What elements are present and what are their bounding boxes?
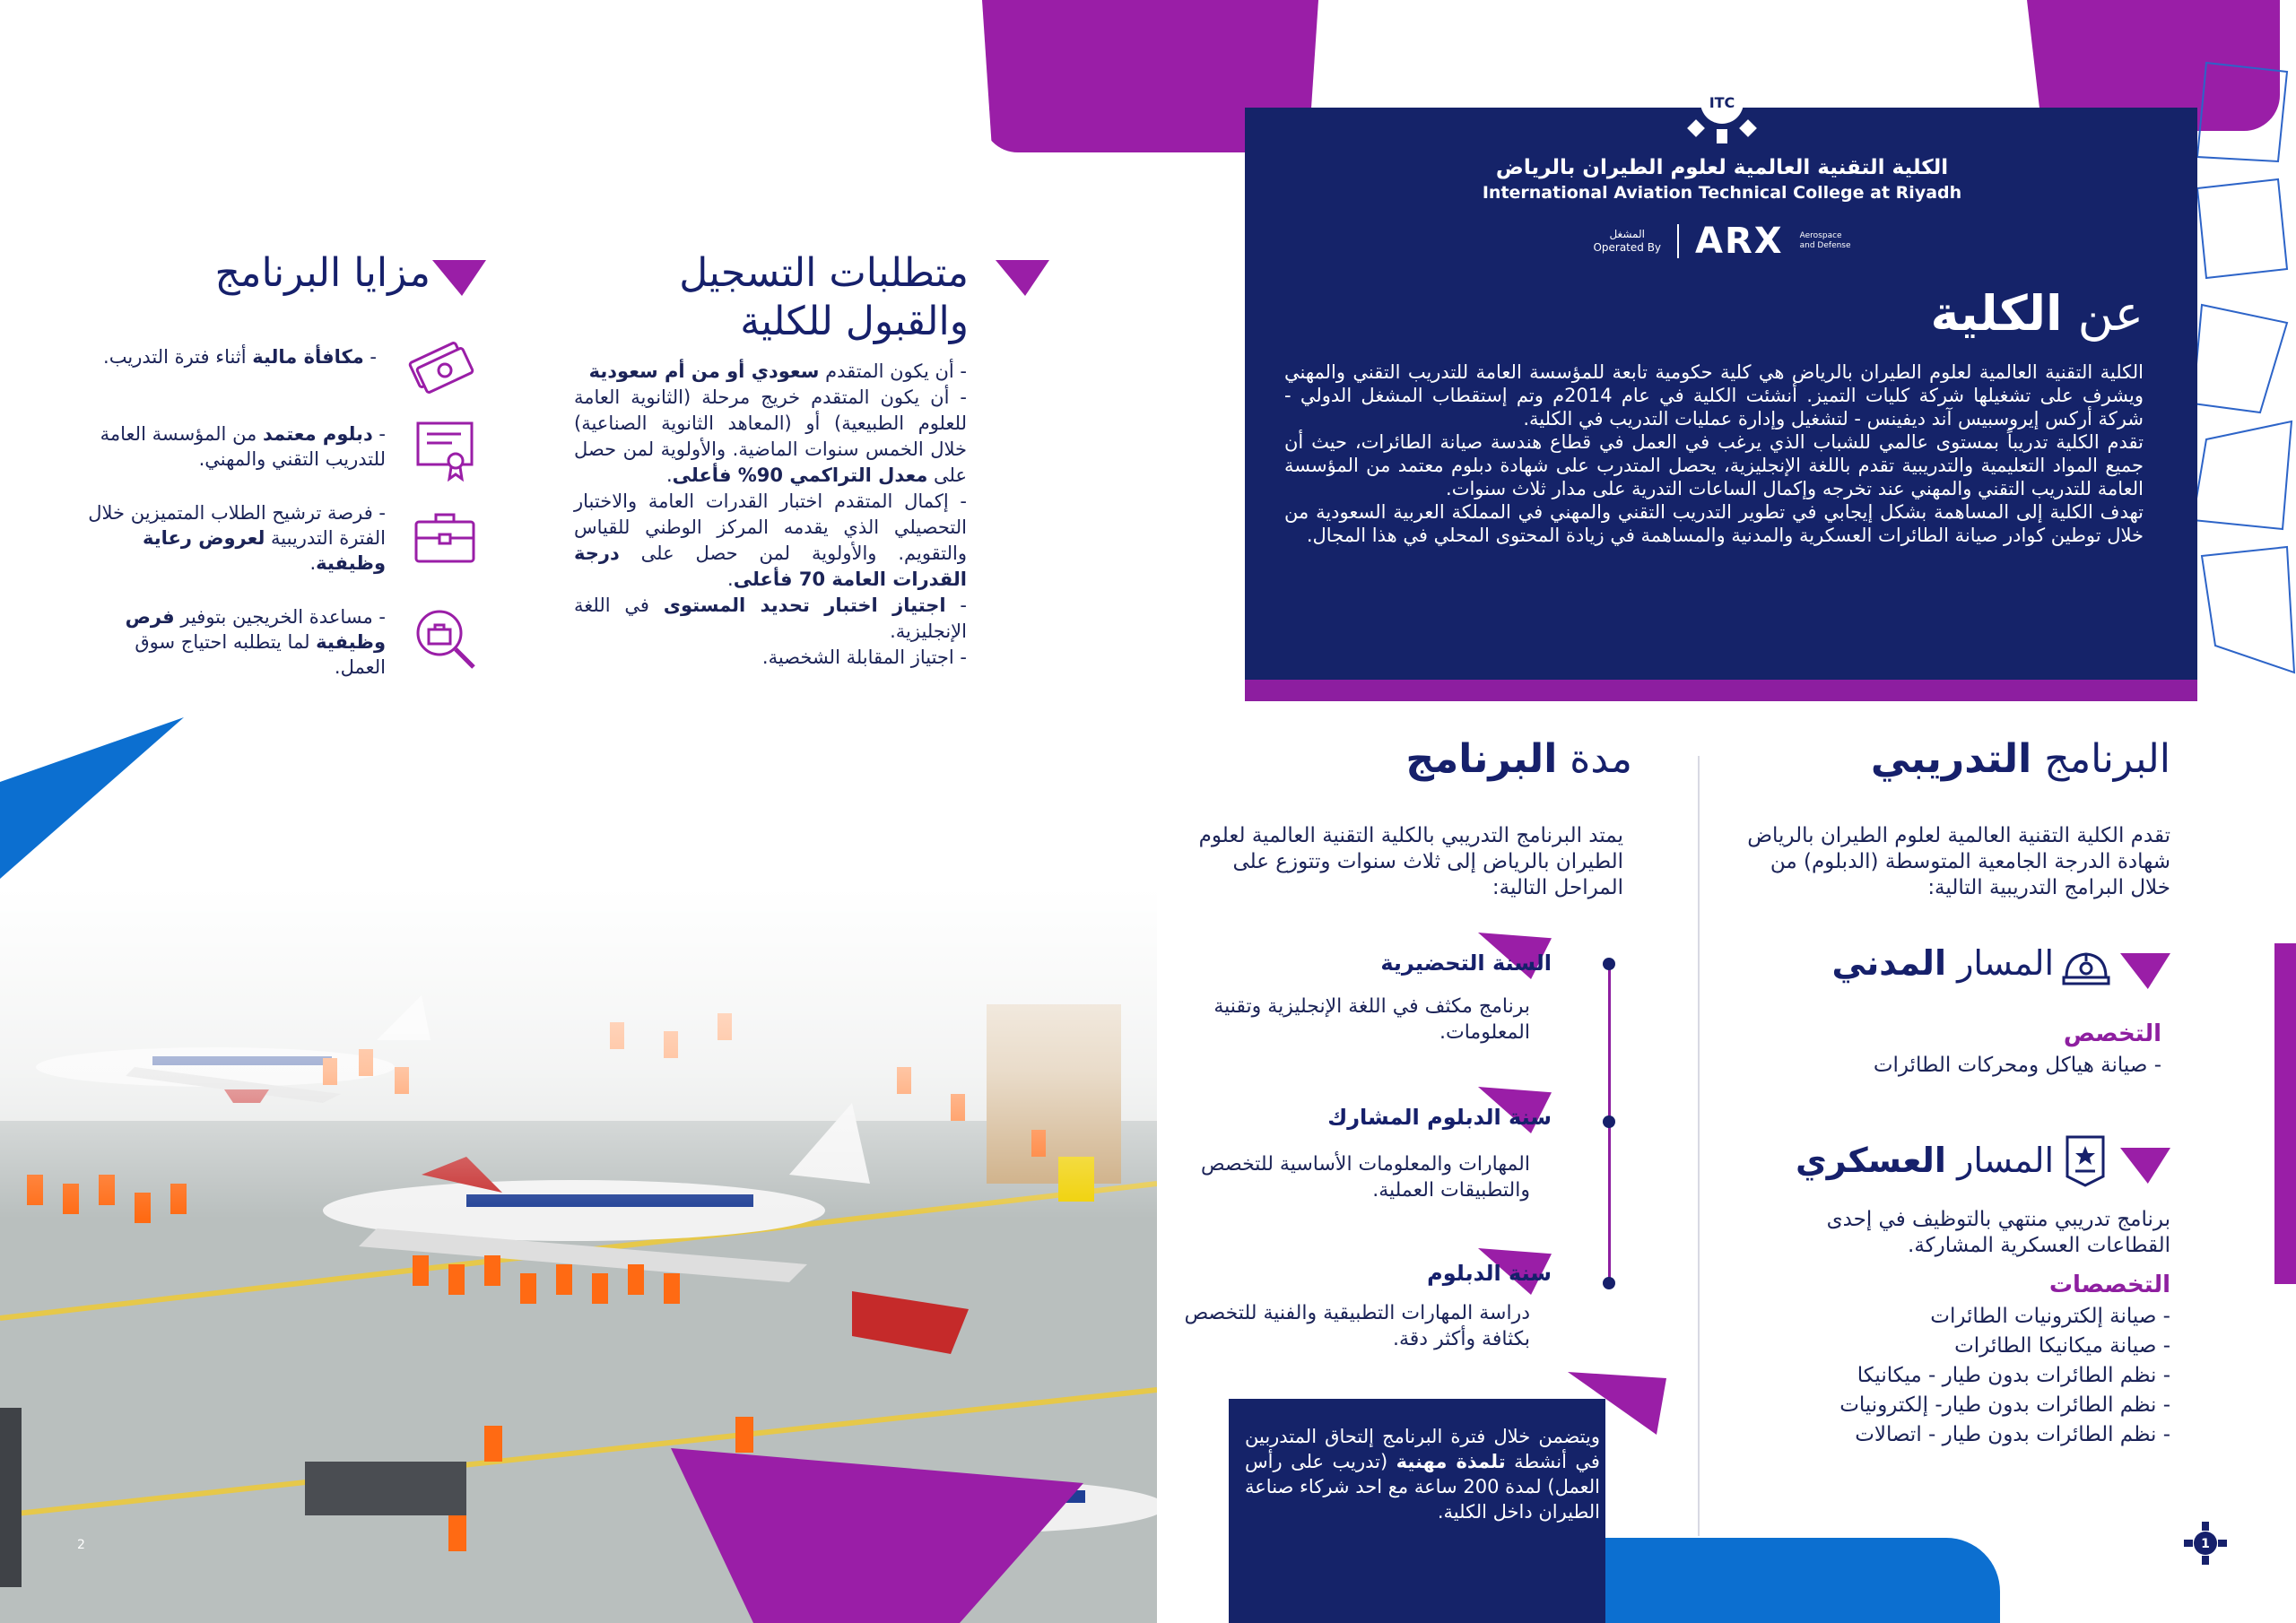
civil-helmet-icon [2059, 945, 2113, 999]
money-icon [405, 328, 475, 398]
military-spec-item: - نظم الطائرات بدون طيار - اتصالات [1855, 1423, 2170, 1446]
requirement-item: - أن يكون المتقدم سعودي أو من أم سعودية [588, 360, 967, 382]
military-badge-icon [2063, 1133, 2108, 1189]
about-paragraph: الكلية التقنية العالمية لعلوم الطيران بالرياض هي كلية حكومية تابعة للمؤسسة العامة للتدريب التقني والمهني ويشرف على تشغيلها شركة كليات التميز. أنشئت الكلية في عام 2014م وتم إستقطاب المشغل الدولي - شركة أركس إيروسبيس آند ديفينس - لتشغيل وإدارة عمليات التدريب في الكلية. [1284, 361, 2144, 430]
requirement-item: - أن يكون المتقدم خريج مرحلة (الثانوية العامة للعلوم الطبيعية) أو (المعاهد الثانوية الصناعية) خلال الخمس سنوات الماضية. والأولوية لمن حصل على معدل التراكمي 90% فأعلى. [574, 386, 967, 486]
civil-spec-item: - صيانة هياكل ومحركات الطائرات [1873, 1054, 2161, 1077]
duration-intro: يمتد البرنامج التدريبي بالكلية التقنية العالمية لعلوم الطيران بالرياض إلى ثلاث سنوات وتتوزع على المراحل التالية: [1198, 824, 1623, 899]
certificate-icon [411, 414, 481, 484]
briefcase-icon [411, 504, 481, 574]
about-panel-stripe [1245, 680, 2197, 701]
requirements-title: متطلبات التسجيل والقبول للكلية [679, 250, 969, 344]
military-spec-item: - صيانة ميكانيكا الطائرات [1954, 1334, 2170, 1358]
operator-separator [1677, 224, 1679, 258]
duration-title: مدة البرنامج [1405, 736, 1632, 782]
about-title: عن الكلية [1930, 285, 2144, 342]
civil-track-marker [2120, 953, 2170, 989]
requirement-item: - إكمال المتقدم اختبار القدرات العامة والاختبار التحصيلي الذي يقدمه المركز الوطني للقياس والتقويم. والأولوية لمن حصل على درجة القدرات العامة 70 فأعلى. [574, 490, 967, 590]
outline-decor-shapes [2188, 54, 2296, 681]
internship-text: ويتضمن خلال فترة البرنامج إلتحاق المتدربين في أنشطة تلمذة مهنية (تدريب على رأس العمل) لمدة 200 ساعة مع احد شركاء صناعة الطيران داخل الكلية. [1245, 1426, 1600, 1523]
operated-by-label: المشغل Operated By [1593, 228, 1662, 254]
military-spec-item: - نظم الطائرات بدون طيار- إلكترونيات [1839, 1393, 2170, 1417]
stage-title: السنة التحضيرية [1380, 950, 1552, 976]
requirement-item: - اجتياز اختبار تحديد المستوى في اللغة الإنجليزية. [574, 595, 967, 642]
page-number-badge [2183, 1521, 2228, 1566]
right-edge-purple-bar [2274, 943, 2296, 1284]
college-logo-icon [1677, 59, 1767, 145]
stage-body: المهارات والمعلومات الأساسية للتخصص والتطبيقات العملية. [1201, 1153, 1530, 1202]
arx-logo: ARX [1695, 221, 1784, 262]
stage-body: دراسة المهارات التطبيقية والفنية للتخصص بكثافة وأكثر دقة. [1184, 1302, 1530, 1350]
timeline-dot [1603, 1277, 1615, 1289]
military-track-desc: برنامج تدريبي منتهي بالتوظيف في إحدى القطاعات العسكرية المشاركة. [1826, 1208, 2170, 1257]
civil-spec-heading: التخصص [2063, 1020, 2161, 1047]
college-name-ar: الكلية التقنية العالمية لعلوم الطيران بالرياض [1495, 156, 1949, 179]
requirements-marker [996, 260, 1049, 296]
column-divider [1698, 756, 1700, 1536]
civil-track-title: المسار المدني [1831, 943, 2054, 983]
advantages-marker [432, 260, 486, 296]
requirement-item: - اجتياز المقابلة الشخصية. [761, 647, 967, 668]
requirements-list [574, 359, 967, 671]
stage-title: سنة الدبلوم المشارك [1327, 1105, 1552, 1130]
college-name-en: International Aviation Technical College at Riyadh [1482, 183, 1962, 203]
military-spec-item: - نظم الطائرات بدون طيار - ميكانيكا [1857, 1364, 2170, 1387]
advantages-title: مزايا البرنامج [214, 250, 430, 296]
job-search-icon [411, 603, 481, 673]
page-number-left: 2 [77, 1538, 85, 1552]
stage-title: سنة الدبلوم [1427, 1261, 1552, 1286]
about-paragraph: تقدم الكلية تدريباً بمستوى عالمي للشباب الذي يرغب في العمل في قطاع هندسة صيانة الطائرات، حيث أن جميع المواد التعليمية والتدريبية تقدم باللغة الإنجليزية، يحصل المتدرب على شهادة دبلوم معتمد من المؤسسة العامة للتدريب التقني والمهني عند تخرجه وإكمال الساعات التدرية على مدار ثلاث سنوات. [1284, 431, 2144, 499]
advantage-item: - مساعدة الخريجين بتوفير فرص وظيفية لما يتطلبه احتياج سوق العمل. [125, 606, 386, 678]
advantage-item: - دبلوم معتمد من المؤسسة العامة للتدريب التقني والمهني. [100, 423, 386, 470]
svg-text:1: 1 [2201, 1537, 2210, 1551]
svg-text:ITC: ITC [1709, 94, 1735, 111]
advantage-item: - فرصة ترشيح الطلاب المتميزين خلال الفترة التدريبية لعروض رعاية وظيفية. [88, 502, 386, 574]
military-track-title: المسار العسكري [1795, 1141, 2054, 1180]
training-program-title: البرنامج التدريبي [1870, 736, 2170, 782]
about-paragraph: تهدف الكلية إلى المساهمة بشكل إيجابي في تطوير التدريب التقني والمهني في المملكة العربية السعودية من خلال توطين كوادر صيانة الطائرات العسكرية والمدنية والمساهمة في زيادة المحتوى المحلي في هذا المجال. [1284, 501, 2144, 546]
military-spec-heading: التخصصات [2048, 1271, 2170, 1298]
operator-row [1471, 221, 1973, 262]
about-body [1284, 360, 2144, 547]
stage-body: برنامج مكثف في اللغة الإنجليزية وتقنية المعلومات. [1213, 995, 1530, 1044]
college-logo-block [1471, 59, 1973, 262]
arx-tagline: Aerospace and Defense [1799, 231, 1851, 250]
military-spec-item: - صيانة إلكترونيات الطائرات [1930, 1305, 2170, 1328]
military-spec-list [1758, 1302, 2170, 1450]
military-track-marker [2120, 1148, 2170, 1184]
timeline-dot [1603, 958, 1615, 970]
timeline-dot [1603, 1115, 1615, 1128]
left-blue-shape [0, 717, 184, 879]
advantage-item: - مكافأة مالية أثناء فترة التدريب. [103, 346, 377, 368]
training-program-intro: تقدم الكلية التقنية العالمية لعلوم الطيران بالرياض شهادة الدرجة الجامعية المتوسطة (الدبلوم) من خلال البرامج التدريبية التالية: [1747, 824, 2170, 899]
